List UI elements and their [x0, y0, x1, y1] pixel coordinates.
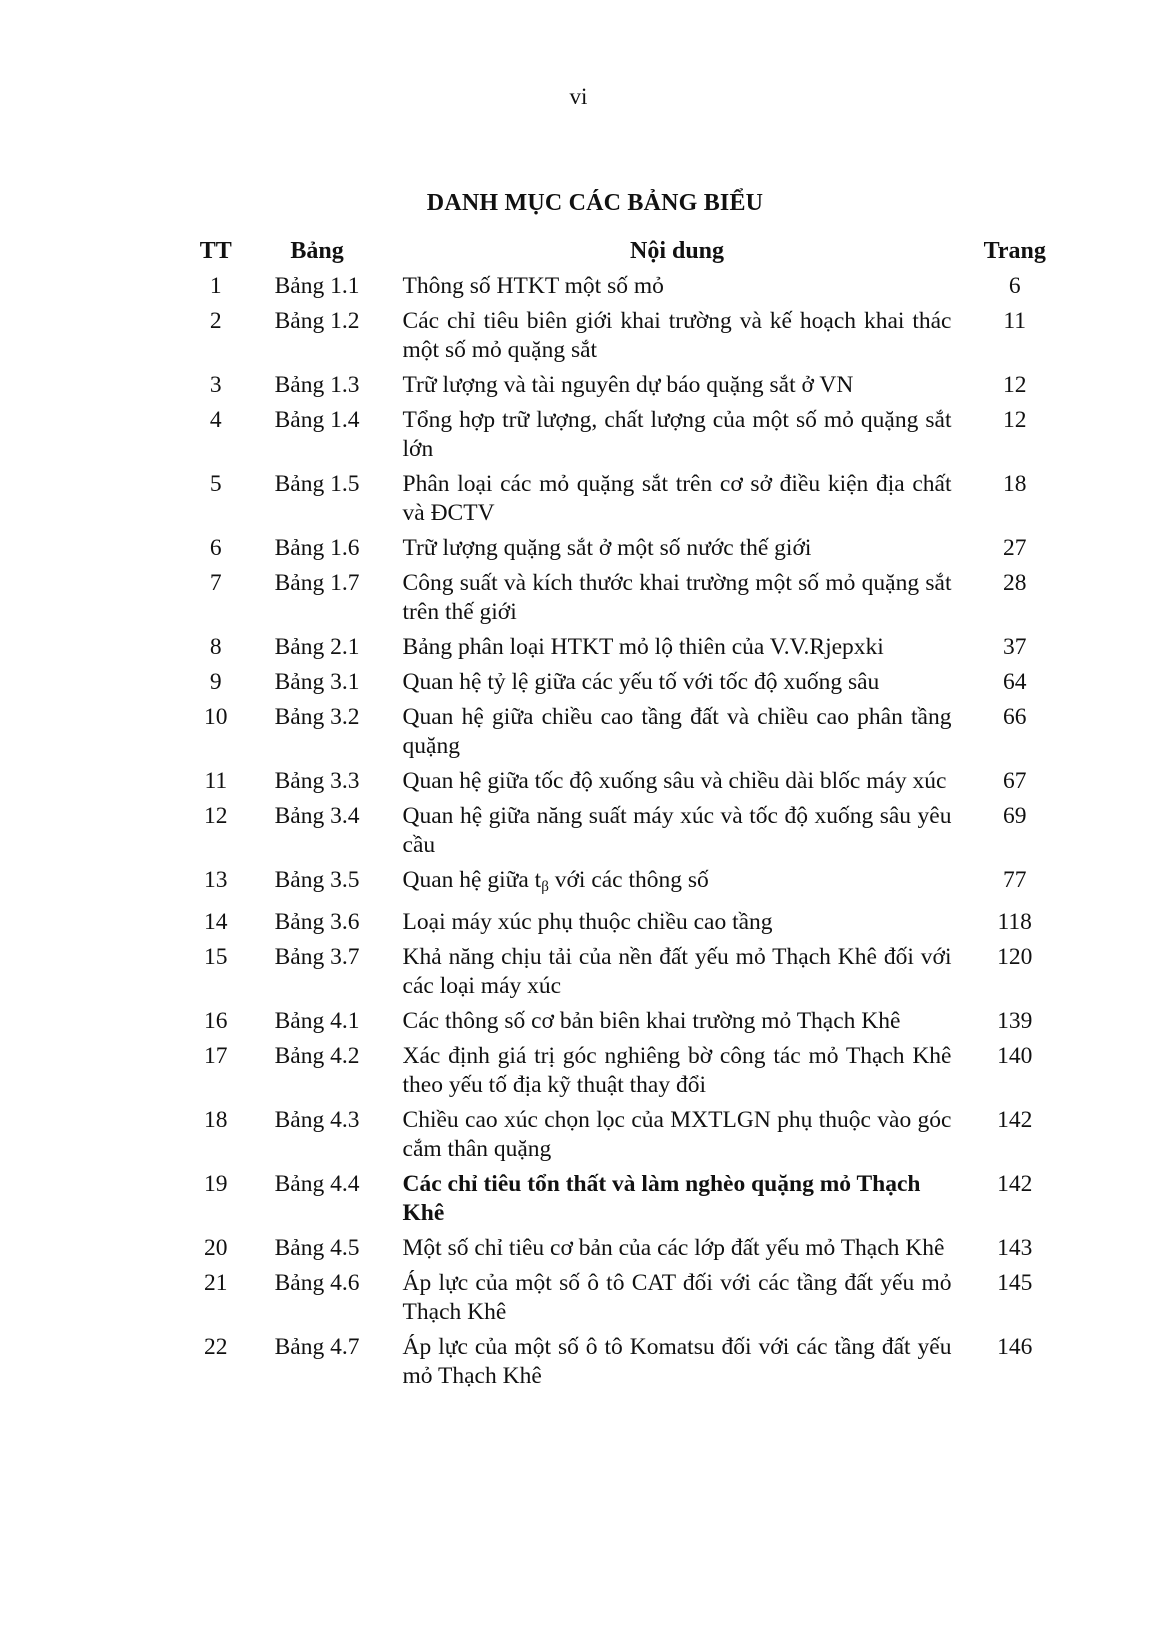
row-tt: 20 [204, 1235, 228, 1261]
row-content: Xác định giá trị góc nghiêng bờ công tác mỏ Thạch Khê theo yếu tố địa kỹ thuật thay đổi [402, 1043, 952, 1098]
row-content: Áp lực của một số ô tô CAT đối với các tầng đất yếu mỏ Thạch Khê [402, 1270, 952, 1325]
row-page: 28 [1002, 570, 1027, 596]
table-row [180, 1333, 1070, 1397]
header-page: Trang [983, 238, 1046, 264]
row-table-number: Bảng 3.3 [274, 768, 360, 794]
table-row [180, 406, 1070, 470]
row-page: 142 [997, 1171, 1033, 1197]
table-row [180, 908, 1070, 943]
row-tt: 13 [204, 867, 228, 893]
row-content: Các chỉ tiêu tổn thất và làm nghèo quặng mỏ Thạch Khê [402, 1171, 921, 1226]
row-table-number: Bảng 3.6 [274, 909, 360, 935]
row-table-number: Bảng 2.1 [274, 634, 360, 660]
page-number: vi [569, 84, 588, 109]
row-page: 69 [1002, 803, 1027, 829]
row-page: 37 [1002, 634, 1027, 660]
row-page: 145 [997, 1270, 1033, 1296]
row-content: Quan hệ giữa chiều cao tầng đất và chiều cao phân tầng quặng [402, 704, 952, 759]
row-tt: 10 [204, 704, 228, 730]
row-content: Loại máy xúc phụ thuộc chiều cao tầng [402, 909, 773, 935]
row-tt: 16 [204, 1008, 228, 1034]
row-tt: 8 [209, 634, 222, 660]
row-page: 67 [1002, 768, 1027, 794]
row-tt: 15 [204, 944, 228, 970]
row-tt: 3 [209, 372, 222, 398]
row-page: 139 [997, 1008, 1033, 1034]
row-table-number: Bảng 1.6 [274, 535, 360, 561]
row-tt: 22 [204, 1334, 228, 1360]
row-content-post: với các thông số [548, 867, 709, 893]
row-tt: 7 [209, 570, 222, 596]
row-tt: 21 [204, 1270, 228, 1296]
table-row [180, 866, 1070, 908]
table-row [180, 534, 1070, 569]
table-row [180, 569, 1070, 633]
row-content: Quan hệ giữa tốc độ xuống sâu và chiều dài blốc máy xúc [402, 768, 947, 794]
row-page: 77 [1002, 867, 1027, 893]
row-table-number: Bảng 1.5 [274, 471, 360, 497]
row-content: Bảng phân loại HTKT mỏ lộ thiên của V.V.Rjepxki [402, 634, 884, 660]
row-tt: 14 [204, 909, 228, 935]
row-content: Quan hệ tỷ lệ giữa các yếu tố với tốc độ xuống sâu [402, 669, 880, 695]
header-tt: TT [199, 238, 232, 264]
row-table-number: Bảng 4.1 [274, 1008, 360, 1034]
row-content: Phân loại các mỏ quặng sắt trên cơ sở điều kiện địa chất và ĐCTV [402, 471, 952, 526]
row-page: 6 [1008, 273, 1021, 299]
row-table-number: Bảng 4.7 [274, 1334, 360, 1360]
row-tt: 5 [209, 471, 222, 497]
beta-subscript: β [541, 879, 549, 895]
row-table-number: Bảng 1.1 [274, 273, 360, 299]
row-table-number: Bảng 3.5 [274, 867, 360, 893]
row-tt: 18 [204, 1107, 228, 1133]
row-table-number: Bảng 4.4 [274, 1171, 360, 1197]
row-content-pre: Quan hệ giữa t [402, 867, 542, 893]
row-table-number: Bảng 1.4 [274, 407, 360, 433]
header-content: Nội dung [629, 238, 725, 264]
table-row [180, 767, 1070, 802]
row-page: 142 [997, 1107, 1033, 1133]
row-table-number: Bảng 4.2 [274, 1043, 360, 1069]
row-page: 27 [1002, 535, 1027, 561]
row-tt: 17 [204, 1043, 228, 1069]
table-row [180, 1106, 1070, 1170]
table-row [180, 703, 1070, 767]
row-tt: 4 [209, 407, 222, 433]
row-content: Các thông số cơ bản biên khai trường mỏ Thạch Khê [402, 1008, 901, 1034]
header-bang: Bảng [290, 238, 344, 264]
row-table-number: Bảng 4.5 [274, 1235, 360, 1261]
row-page: 146 [997, 1334, 1033, 1360]
row-tt: 6 [209, 535, 222, 561]
row-content: Các chỉ tiêu biên giới khai trường và kế hoạch khai thác một số mỏ quặng sắt [402, 308, 952, 363]
row-page: 11 [1003, 308, 1027, 334]
row-page: 120 [997, 944, 1033, 970]
row-content: Quan hệ giữa năng suất máy xúc và tốc độ xuống sâu yêu cầu [402, 803, 952, 858]
row-content: Thông số HTKT một số mỏ [402, 273, 664, 299]
row-page: 12 [1002, 407, 1027, 433]
row-content [383, 866, 960, 908]
row-tt: 12 [204, 803, 228, 829]
row-content: Khả năng chịu tải của nền đất yếu mỏ Thạch Khê đối với các loại máy xúc [402, 944, 952, 999]
row-table-number: Bảng 1.7 [274, 570, 360, 596]
row-page: 18 [1002, 471, 1027, 497]
row-page: 66 [1002, 704, 1027, 730]
table-row [180, 943, 1070, 1007]
row-table-number: Bảng 3.1 [274, 669, 360, 695]
table-list [180, 238, 1070, 1397]
row-table-number: Bảng 3.7 [274, 944, 360, 970]
table-row [180, 633, 1070, 668]
row-table-number: Bảng 4.3 [274, 1107, 360, 1133]
row-page: 140 [997, 1043, 1033, 1069]
table-row [180, 1042, 1070, 1106]
table-row [180, 1234, 1070, 1269]
row-content: Trữ lượng quặng sắt ở một số nước thế giới [402, 535, 812, 561]
row-content: Một số chỉ tiêu cơ bản của các lớp đất yếu mỏ Thạch Khê [402, 1235, 945, 1261]
row-page: 64 [1002, 669, 1027, 695]
row-content: Công suất và kích thước khai trường một số mỏ quặng sắt trên thế giới [402, 570, 952, 625]
row-content: Tổng hợp trữ lượng, chất lượng của một số mỏ quặng sắt lớn [402, 407, 952, 462]
row-table-number: Bảng 1.3 [274, 372, 360, 398]
row-tt: 19 [204, 1171, 228, 1197]
table-row [180, 668, 1070, 703]
row-content: Áp lực của một số ô tô Komatsu đối với các tầng đất yếu mỏ Thạch Khê [402, 1334, 952, 1389]
row-tt: 2 [209, 308, 222, 334]
row-page: 143 [997, 1235, 1033, 1261]
row-page: 12 [1002, 372, 1027, 398]
table-row [180, 1007, 1070, 1042]
table-row [180, 307, 1070, 371]
table-row [180, 371, 1070, 406]
table-row [180, 802, 1070, 866]
table-row [180, 470, 1070, 534]
table-header-row [180, 238, 1070, 272]
row-content: Chiều cao xúc chọn lọc của MXTLGN phụ thuộc vào góc cắm thân quặng [402, 1107, 952, 1162]
row-content: Trữ lượng và tài nguyên dự báo quặng sắt ở VN [402, 372, 854, 398]
table-row [180, 272, 1070, 307]
row-tt: 11 [204, 768, 228, 794]
row-table-number: Bảng 3.4 [274, 803, 360, 829]
table-row [180, 1269, 1070, 1333]
row-table-number: Bảng 4.6 [274, 1270, 360, 1296]
row-page: 118 [997, 909, 1032, 935]
page-title: DANH MỤC CÁC BẢNG BIỂU [426, 190, 764, 216]
table-row [180, 1170, 1070, 1234]
row-tt: 1 [209, 273, 222, 299]
row-tt: 9 [209, 669, 222, 695]
row-table-number: Bảng 1.2 [274, 308, 360, 334]
row-table-number: Bảng 3.2 [274, 704, 360, 730]
